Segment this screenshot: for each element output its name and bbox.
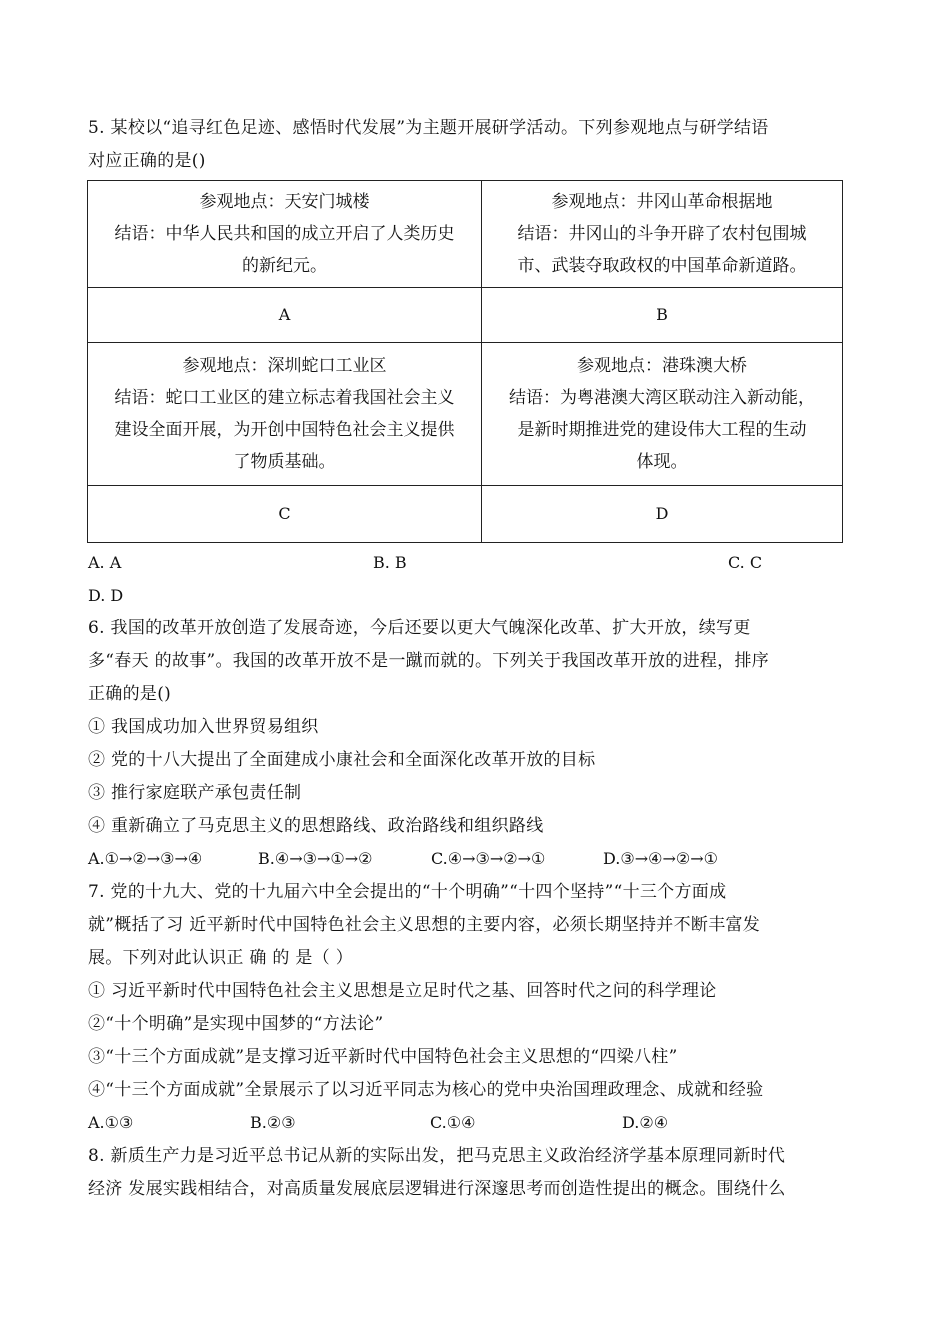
q6-item-1: ① 我国成功加入世界贸易组织 [88, 717, 319, 737]
q5-options [88, 552, 848, 574]
q5-cell-c-conclusion-2: 建设全面开展，为开创中国特色社会主义提供 [114, 420, 455, 440]
q5-cell-d-conclusion-2: 是新时期推进党的建设伟大工程的生动 [517, 420, 807, 440]
q5-cell-d-conclusion-1: 结语：为粤港澳大湾区联动注入新动能， [509, 388, 815, 408]
q5-stem-line-2: 对应正确的是() [88, 151, 206, 171]
q5-cell-c-conclusion-1: 结语：蛇口工业区的建立标志着我国社会主义 [114, 388, 455, 408]
q5-table [87, 180, 843, 543]
q5-label-c: C [88, 486, 482, 543]
q6-stem-line-1: 6. 我国的改革开放创造了发展奇迹，今后还要以更大气魄深化改革、扩大开放，续写更 [88, 618, 751, 638]
q6-item-3: ③ 推行家庭联产承包责任制 [88, 783, 302, 803]
q5-label-d: D [482, 486, 843, 543]
q5-cell-c-place: 参观地点：深圳蛇口工业区 [182, 356, 387, 376]
q5-cell-b-conclusion-1: 结语：井冈山的斗争开辟了农村包围城 [517, 224, 807, 244]
q5-option-c[interactable]: C. C [728, 553, 763, 572]
q7-option-a[interactable]: A.①③ [88, 1113, 134, 1132]
table-row [88, 288, 843, 343]
q8-stem-line-2: 经济 发展实践相结合，对高质量发展底层逻辑进行深邃思考而创造性提出的概念。围绕什么 [88, 1179, 786, 1199]
q5-cell-d [482, 343, 843, 486]
q7-item-2: ②“十个明确”是实现中国梦的“方法论” [88, 1014, 384, 1034]
q7-stem-line-1: 7. 党的十九大、党的十九届六中全会提出的“十个明确”“十四个坚持”“十三个方面成 [88, 882, 727, 902]
q5-option-a[interactable]: A. A [88, 553, 122, 572]
q5-option-d[interactable]: D. D [88, 586, 124, 605]
q6-item-2: ② 党的十八大提出了全面建成小康社会和全面深化改革开放的目标 [88, 750, 596, 770]
q5-cell-d-conclusion-3: 体现。 [636, 452, 688, 472]
table-row [88, 486, 843, 543]
q5-label-a: A [88, 288, 482, 343]
q5-cell-b-conclusion-2: 市、武装夺取政权的中国革命新道路。 [517, 256, 807, 276]
q5-cell-d-place: 参观地点：港珠澳大桥 [577, 356, 747, 376]
q5-cell-a [88, 181, 482, 288]
table-row [88, 343, 843, 486]
q7-stem-line-3: 展。下列对此认识正 确 的 是（ ） [88, 948, 354, 968]
q6-option-c[interactable]: C.④→③→②→① [431, 849, 546, 868]
q6-item-4: ④ 重新确立了马克思主义的思想路线、政治路线和组织路线 [88, 816, 544, 836]
q8-stem-line-1: 8. 新质生产力是习近平总书记从新的实际出发，把马克思主义政治经济学基本原理同新时代 [88, 1146, 786, 1166]
q5-cell-c [88, 343, 482, 486]
q5-cell-a-conclusion-1: 结语：中华人民共和国的成立开启了人类历史 [114, 224, 455, 244]
q5-cell-b-place: 参观地点：井冈山革命根据地 [551, 192, 773, 212]
q5-stem-line-1: 5. 某校以“追寻红色足迹、感悟时代发展”为主题开展研学活动。下列参观地点与研学结语 [88, 118, 769, 138]
q7-stem-line-2: 就”概括了习 近平新时代中国特色社会主义思想的主要内容，必须长期坚持并不断丰富发 [88, 915, 761, 935]
q6-option-a[interactable]: A.①→②→③→④ [88, 849, 203, 868]
q6-stem-line-3: 正确的是() [88, 684, 172, 704]
q5-label-b: B [482, 288, 843, 343]
q5-option-b[interactable]: B. B [373, 553, 407, 572]
q5-cell-a-place: 参观地点：天安门城楼 [199, 192, 370, 212]
q5-cell-a-conclusion-2: 的新纪元。 [242, 256, 327, 276]
q5-cell-c-conclusion-3: 了物质基础。 [233, 452, 336, 472]
table-row [88, 181, 843, 288]
q7-options [88, 1112, 848, 1134]
q7-item-4: ④“十三个方面成就”全景展示了以习近平同志为核心的党中央治国理政理念、成就和经验 [88, 1080, 764, 1100]
q5-cell-b [482, 181, 843, 288]
q6-stem-line-2: 多“春天 的故事”。我国的改革开放不是一蹴而就的。下列关于我国改革开放的进程，排序 [88, 651, 770, 671]
q6-options [88, 848, 848, 870]
q7-option-b[interactable]: B.②③ [250, 1113, 296, 1132]
q6-option-b[interactable]: B.④→③→①→② [258, 849, 373, 868]
q7-option-d[interactable]: D.②④ [622, 1113, 669, 1132]
q6-option-d[interactable]: D.③→④→②→① [603, 849, 718, 868]
q7-item-3: ③“十三个方面成就”是支撑习近平新时代中国特色社会主义思想的“四梁八柱” [88, 1047, 678, 1067]
q7-item-1: ① 习近平新时代中国特色社会主义思想是立足时代之基、回答时代之问的科学理论 [88, 981, 717, 1001]
q7-option-c[interactable]: C.①④ [430, 1113, 476, 1132]
